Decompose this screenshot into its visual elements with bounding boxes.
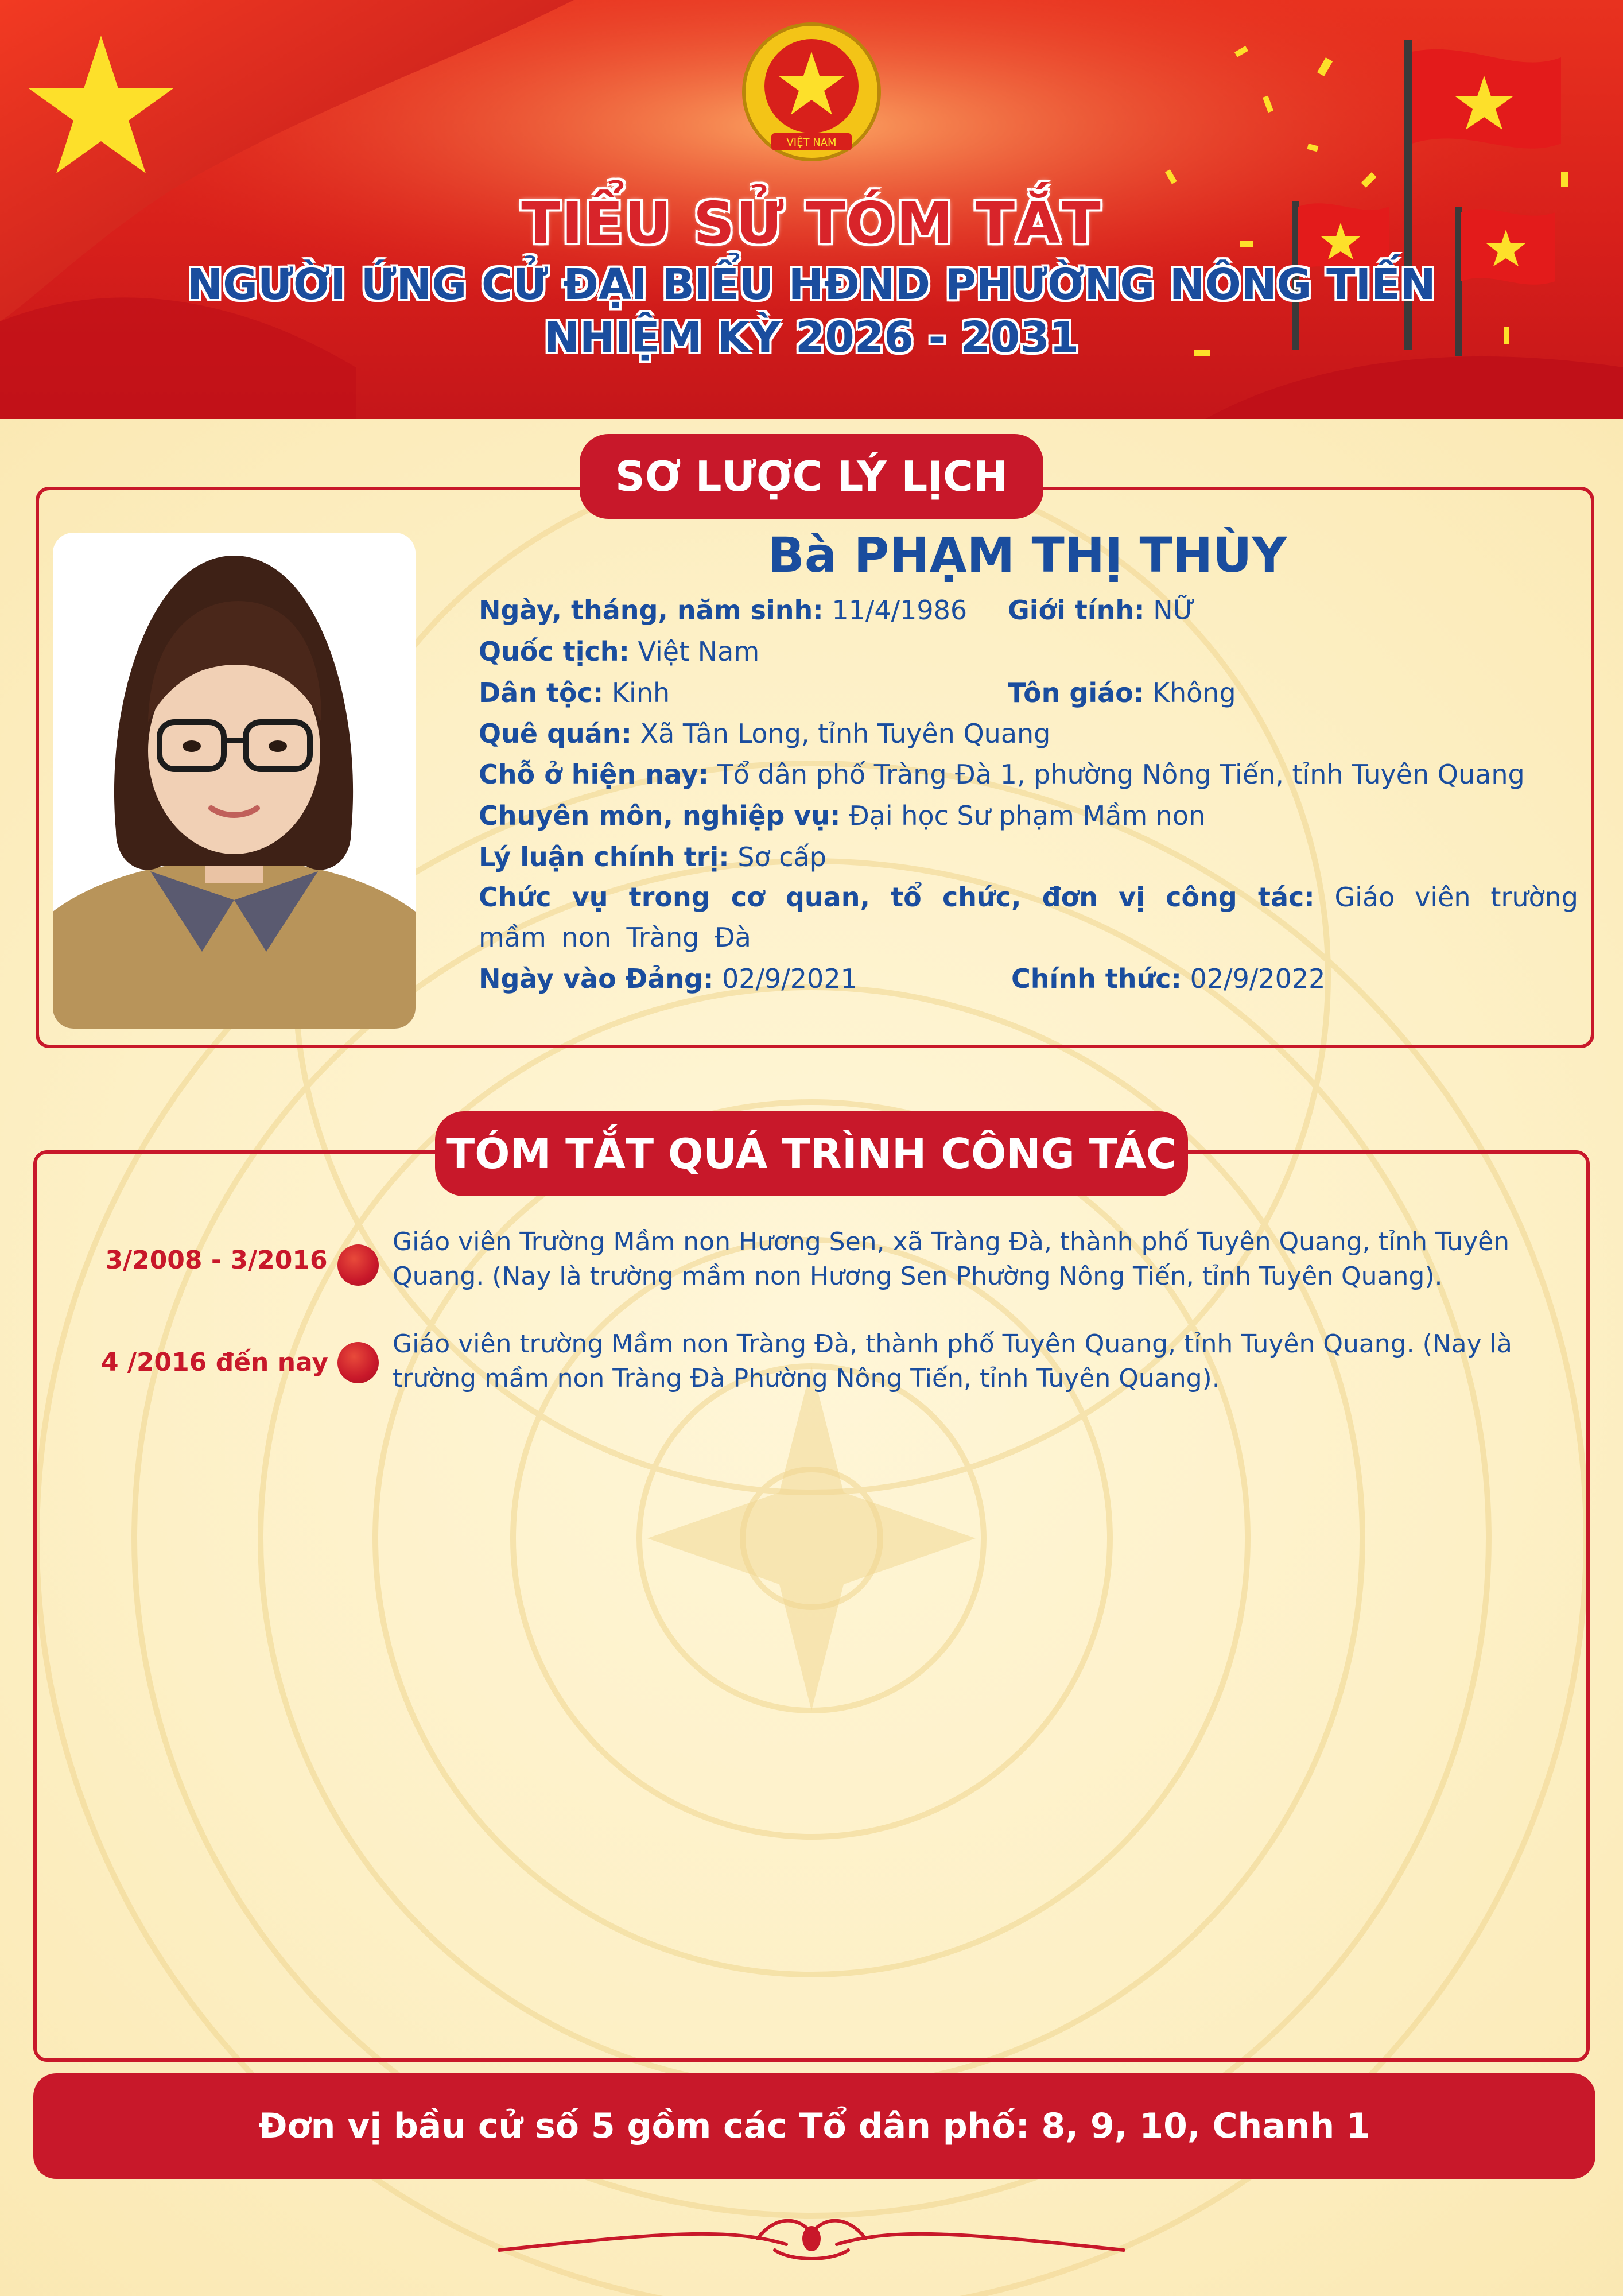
hometown-row	[479, 713, 1050, 754]
position-row	[479, 877, 1578, 957]
position-label: Chức vụ trong cơ quan, tổ chức, đơn vị công tác:	[479, 882, 1315, 913]
page-title: TIỂU SỬ TÓM TẮT	[521, 189, 1102, 257]
ethnic-row	[479, 673, 670, 713]
dob-row	[479, 590, 967, 630]
timeline-text: Giáo viên Trường Mầm non Hương Sen, xã Tràng Đà, thành phố Tuyên Quang, tỉnh Tuyên Quang. (Nay là trường mầm non Hương Sen Phường Nông Tiến, tỉnh Tuyên Quang).	[393, 1227, 1510, 1291]
ornament-divider-icon	[488, 2204, 1135, 2273]
timeline-text: Giáo viên trường Mầm non Tràng Đà, thành phố Tuyên Quang, tỉnh Tuyên Quang. (Nay là trường mầm non Tràng Đà Phường Nông Tiến, tỉnh Tuyên Quang).	[393, 1329, 1512, 1393]
portrait-illustration	[53, 533, 416, 1029]
timeline-dot-icon	[337, 1342, 379, 1383]
official-label: Chính thức:	[1011, 963, 1182, 994]
nationality-label: Quốc tịch:	[479, 636, 630, 667]
candidate-name: Bà PHẠM THỊ THÙY	[767, 527, 1287, 583]
party-date-row	[479, 959, 857, 999]
official-row	[1011, 959, 1325, 999]
politics-label: Lý luận chính trị:	[479, 841, 729, 872]
nationality-value: Việt Nam	[638, 636, 760, 667]
gender-label: Giới tính:	[1008, 595, 1145, 626]
residence-row	[479, 754, 1525, 794]
footer-banner: Đơn vị bầu cử số 5 gồm các Tổ dân phố: 8, 9, 10, Chanh 1	[33, 2073, 1595, 2179]
profession-row	[479, 796, 1205, 836]
party-date-label: Ngày vào Đảng:	[479, 963, 714, 994]
politics-row	[479, 837, 826, 877]
candidate-photo	[53, 533, 416, 1029]
timeline-date: 4 /2016 đến nay	[100, 1348, 329, 1377]
term-label: NHIỆM KỲ 2026 - 2031	[543, 313, 1080, 362]
religion-label: Tôn giáo:	[1008, 677, 1144, 708]
header-banner	[0, 0, 1623, 419]
timeline-dot-icon	[337, 1244, 379, 1286]
title-block	[0, 189, 1623, 362]
official-value: 02/9/2022	[1190, 963, 1326, 994]
residence-label: Chỗ ở hiện nay:	[479, 759, 709, 790]
religion-row	[1008, 673, 1236, 713]
ethnic-label: Dân tộc:	[479, 677, 604, 708]
dob-value: 11/4/1986	[832, 595, 968, 626]
gender-row	[1008, 590, 1195, 630]
profile-section-title: SƠ LƯỢC LÝ LỊCH	[580, 434, 1043, 519]
dob-label: Ngày, tháng, năm sinh:	[479, 595, 824, 626]
politics-value: Sơ cấp	[737, 841, 826, 872]
position-value: Giáo viên trường mầm non Tràng Đà	[479, 882, 1579, 953]
hometown-value: Xã Tân Long, tỉnh Tuyên Quang	[640, 718, 1051, 749]
profession-value: Đại học Sư phạm Mầm non	[849, 800, 1206, 831]
emblem-label: VIỆT NAM	[786, 137, 837, 149]
page-subtitle: NGƯỜI ỨNG CỬ ĐẠI BIỂU HĐND PHƯỜNG NÔNG TIẾN	[187, 260, 1436, 309]
hometown-label: Quê quán:	[479, 718, 632, 749]
career-section-title: TÓM TẮT QUÁ TRÌNH CÔNG TÁC	[435, 1111, 1188, 1196]
timeline-date: 3/2008 - 3/2016	[105, 1246, 328, 1275]
nationality-row	[479, 631, 759, 672]
residence-value: Tổ dân phố Tràng Đà 1, phường Nông Tiến, tỉnh Tuyên Quang	[717, 759, 1525, 790]
gender-value: NỮ	[1153, 595, 1196, 626]
ethnic-value: Kinh	[611, 677, 670, 708]
party-date-value: 02/9/2021	[721, 963, 857, 994]
religion-value: Không	[1152, 677, 1236, 708]
profession-label: Chuyên môn, nghiệp vụ:	[479, 800, 841, 831]
